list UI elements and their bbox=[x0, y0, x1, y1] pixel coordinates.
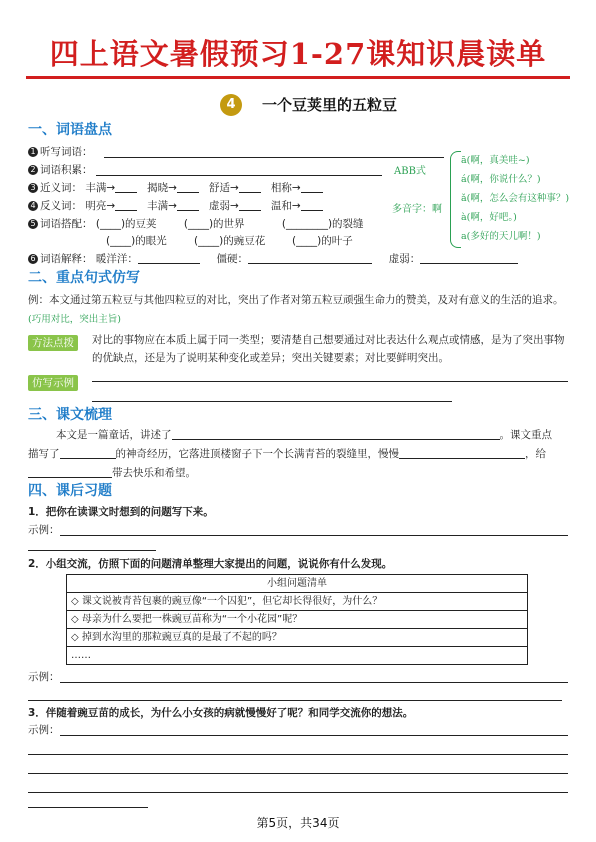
answer-line[interactable] bbox=[104, 157, 444, 158]
accumulate-row bbox=[28, 163, 93, 177]
polyphone-item: a(多好的天儿啊！) bbox=[461, 231, 541, 242]
section-heading-sentence: 二、重点句式仿写 bbox=[28, 270, 140, 286]
answer-line[interactable] bbox=[28, 807, 148, 808]
antonym-item: 丰满→ bbox=[147, 200, 177, 212]
table-row: …… bbox=[67, 647, 528, 665]
collocation-item: (____)的世界 bbox=[183, 218, 245, 230]
answer-line[interactable] bbox=[28, 792, 568, 793]
circle-number: 6 bbox=[28, 254, 38, 264]
answer-blank[interactable] bbox=[420, 252, 518, 264]
collocation-row-2 bbox=[106, 234, 353, 248]
collocation-label: 词语搭配： bbox=[40, 218, 93, 230]
collocation-item: (____)的眼光 bbox=[106, 235, 167, 247]
explain-word: 暖洋洋： bbox=[95, 253, 138, 265]
lesson-number-badge: 4 bbox=[220, 94, 242, 116]
explain-word: 僵硬： bbox=[216, 253, 249, 265]
polyphone-item: ǎ(啊，怎么会有这种事？) bbox=[461, 193, 570, 204]
answer-line[interactable] bbox=[60, 735, 568, 736]
answer-blank[interactable] bbox=[115, 181, 137, 193]
outline-line-1: 本文是一篇童话，讲述了 。课文重点 bbox=[56, 429, 552, 441]
polyphone-item: á(啊，你说什么？) bbox=[461, 174, 541, 185]
synonym-label: 近义词： bbox=[40, 182, 82, 194]
circle-number: 2 bbox=[28, 165, 38, 175]
answer-blank[interactable] bbox=[177, 199, 199, 211]
listen-write-row bbox=[28, 145, 93, 159]
lesson-title: 一个豆荚里的五粒豆 bbox=[262, 96, 398, 114]
antonym-item: 温和→ bbox=[270, 200, 301, 212]
circle-number: 4 bbox=[28, 201, 38, 211]
answer-line[interactable] bbox=[28, 550, 156, 551]
page-footer: 第5页，共34页 bbox=[256, 816, 340, 830]
collocation-item: (____)的叶子 bbox=[292, 235, 353, 247]
answer-line[interactable] bbox=[28, 700, 562, 701]
antonym-item: 明亮→ bbox=[85, 200, 116, 212]
answer-line[interactable] bbox=[92, 401, 452, 402]
polyphone-note: 多音字：啊 bbox=[392, 204, 442, 215]
method-tag: 方法点拨 bbox=[28, 331, 78, 350]
synonym-item: 相称→ bbox=[270, 182, 301, 194]
answer-line[interactable] bbox=[60, 535, 568, 536]
example-text: 例：本文通过第五粒豆与其他四粒豆的对比，突出了作者对第五粒豆顽强生命力的赞美，及对有意义的生活的追求。 bbox=[28, 294, 564, 306]
table-row: ◇ 课文说被青苔包裹的豌豆像“一个囚犯”，但它却长得很好，为什么？ bbox=[67, 593, 528, 611]
circle-number: 3 bbox=[28, 183, 38, 193]
collocation-item: (____)的豌豆花 bbox=[194, 235, 266, 247]
circle-number: 5 bbox=[28, 219, 38, 229]
collocation-item: (____)的豆荚 bbox=[95, 218, 157, 230]
synonym-item: 舒适→ bbox=[209, 182, 239, 194]
outline-line-3: 带去快乐和希望。 bbox=[28, 466, 196, 481]
question-1: 1．把你在读课文时想到的问题写下来。 bbox=[28, 506, 214, 518]
example-sentence bbox=[28, 291, 572, 329]
answer-blank[interactable] bbox=[177, 181, 199, 193]
example-label: 示例： bbox=[28, 524, 60, 536]
answer-line[interactable] bbox=[28, 773, 568, 774]
method-text: 对比的事物应在本质上属于同一类型；要清楚自己想要通过对比表达什么观点或情感，是为了突出事物的优缺点，还是为了说明某种变化或差异；突出关键要素；对比要鲜明突出。 bbox=[92, 334, 565, 364]
table-row: ◇ 掉到水沟里的那粒豌豆真的是最了不起的吗？ bbox=[67, 629, 528, 647]
question-list-table bbox=[66, 574, 528, 665]
imitate-tag: 仿写示例 bbox=[28, 371, 78, 390]
example-label: 示例： bbox=[28, 671, 60, 683]
answer-blank[interactable] bbox=[28, 466, 112, 478]
collocation-item: (________)的裂缝 bbox=[281, 218, 364, 230]
explain-row bbox=[28, 252, 518, 266]
polyphone-item: à(啊，好吧。) bbox=[461, 212, 517, 223]
answer-blank[interactable] bbox=[172, 428, 500, 440]
antonym-label: 反义词： bbox=[40, 200, 82, 212]
answer-blank[interactable] bbox=[301, 199, 323, 211]
synonym-row bbox=[28, 181, 323, 195]
section-heading-exercises: 四、课后习题 bbox=[28, 483, 112, 499]
answer-line[interactable] bbox=[96, 175, 382, 176]
table-row: ◇ 母亲为什么要把一株豌豆苗称为“一个小花园”呢？ bbox=[67, 611, 528, 629]
answer-blank[interactable] bbox=[239, 181, 261, 193]
explain-word: 虚弱： bbox=[388, 253, 421, 265]
circle-number: 1 bbox=[28, 147, 38, 157]
answer-blank[interactable] bbox=[399, 447, 525, 459]
collocation-row-1 bbox=[28, 217, 364, 231]
synonym-item: 丰满→ bbox=[85, 182, 116, 194]
section-heading-vocab: 一、词语盘点 bbox=[28, 122, 112, 138]
antonym-row bbox=[28, 199, 323, 213]
synonym-item: 揭晓→ bbox=[147, 182, 177, 194]
listen-label: 听写词语： bbox=[40, 146, 93, 158]
polyphone-item: ā(啊，真美哇~) bbox=[461, 155, 530, 166]
answer-line[interactable] bbox=[28, 754, 568, 755]
answer-blank[interactable] bbox=[239, 199, 261, 211]
title-underline bbox=[26, 76, 570, 79]
abb-note: ABB式 bbox=[394, 166, 426, 177]
answer-blank[interactable] bbox=[248, 252, 372, 264]
answer-blank[interactable] bbox=[60, 447, 116, 459]
answer-blank[interactable] bbox=[115, 199, 137, 211]
polyphone-list bbox=[461, 151, 569, 246]
example-note: (巧用对比，突出主旨) bbox=[28, 314, 121, 325]
outline-line-2: 描写了 的神奇经历，它落进顶楼窗子下一个长满青苔的裂缝里，慢慢 ，给 bbox=[28, 448, 546, 460]
answer-blank[interactable] bbox=[138, 252, 200, 264]
explain-label: 词语解释： bbox=[40, 253, 93, 265]
accumulate-label: 词语积累： bbox=[40, 164, 93, 176]
answer-blank[interactable] bbox=[301, 181, 323, 193]
antonym-item: 虚弱→ bbox=[209, 200, 239, 212]
example-label: 示例： bbox=[28, 724, 60, 736]
answer-line[interactable] bbox=[92, 381, 568, 382]
answer-line[interactable] bbox=[60, 682, 568, 683]
table-title: 小组问题清单 bbox=[67, 575, 528, 593]
section-heading-outline: 三、课文梳理 bbox=[28, 407, 112, 423]
question-3: 3．伴随着豌豆苗的成长，为什么小女孩的病就慢慢好了呢？和同学交流你的想法。 bbox=[28, 707, 414, 719]
page-title: 四上语文暑假预习1-27课知识晨读单 bbox=[49, 37, 547, 71]
polyphone-brace bbox=[450, 151, 461, 248]
question-2: 2．小组交流，仿照下面的问题清单整理大家提出的问题，说说你有什么发现。 bbox=[28, 558, 393, 570]
